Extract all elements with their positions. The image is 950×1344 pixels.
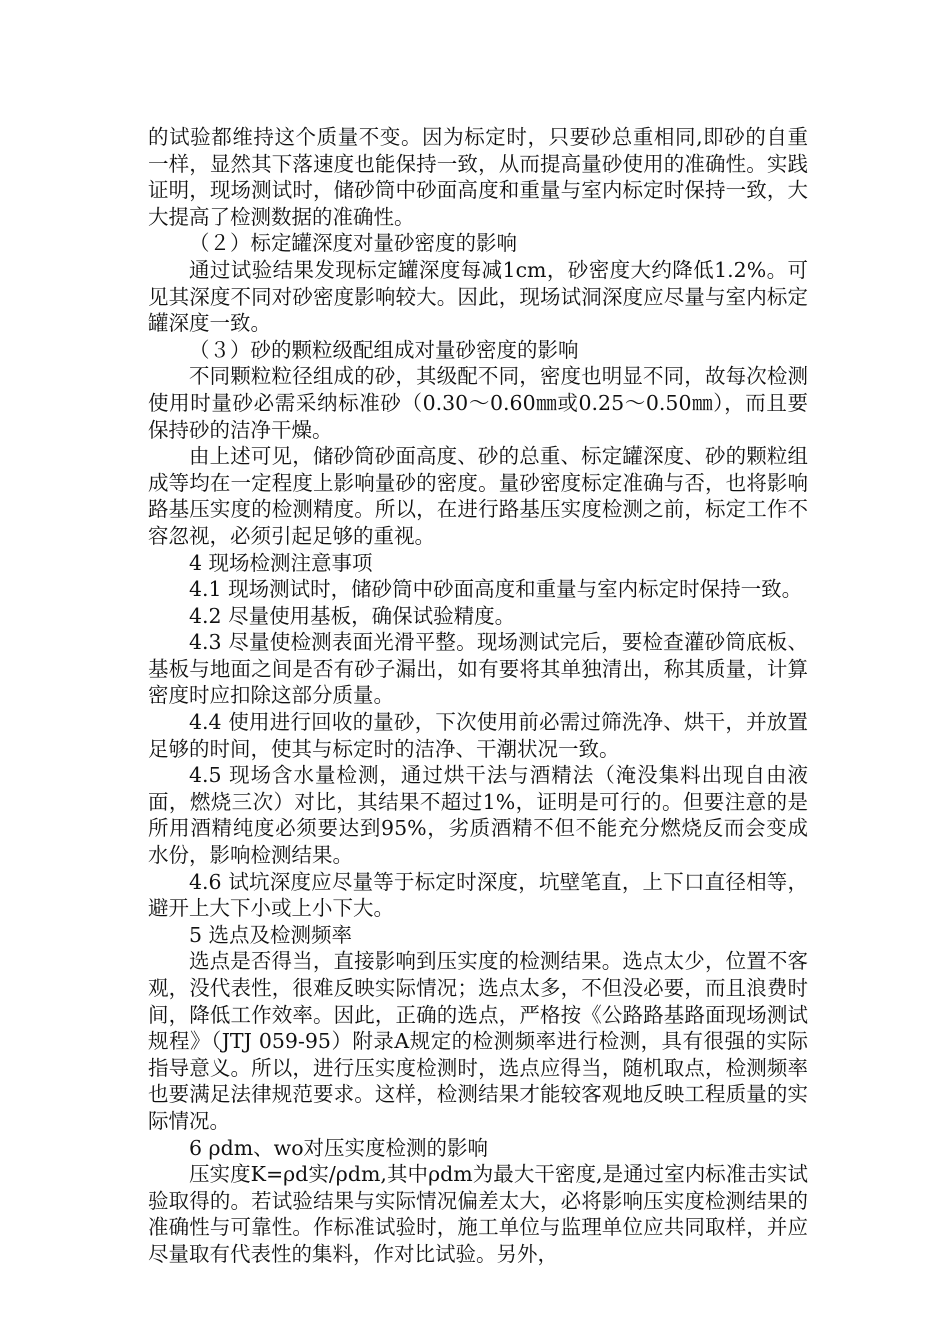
body-paragraph: 选点是否得当，直接影响到压实度的检测结果。选点太少，位置不客观，没代表性，很难反映实际情况；选点太多，不但没必要，而且浪费时间，降低工作效率。因此，正确的选点，严格按《公路路基路面现场测试规程》（JTJ 059-95）附录A规定的检测频率进行检测，具有很强的实际指导意义。所以，进行压实度检测时，选点应得当，随机取点，检测频率也要满足法律规范要求。这样，检测结果才能较客观地反映工程质量的实际情况。: [148, 949, 808, 1133]
section-heading: 5 选点及检测频率: [189, 922, 353, 947]
section-heading: 6 ρdm、wo对压实度检测的影响: [189, 1135, 489, 1160]
body-paragraph: 4.3 尽量使检测表面光滑平整。现场测试完后，要检查灌砂筒底板、基板与地面之间是否有砂子漏出，如有要将其单独清出，称其质量，计算密度时应扣除这部分质量。: [148, 630, 808, 708]
document-page: [148, 124, 808, 1268]
body-paragraph: 4.4 使用进行回收的量砂，下次使用前必需过筛洗净、烘干，并放置足够的时间，使其与标定时的洁净、干潮状况一致。: [148, 710, 808, 761]
section-heading: （２）标定罐深度对量砂密度的影响: [189, 231, 517, 256]
body-paragraph: 由上述可见，储砂筒砂面高度、砂的总重、标定罐深度、砂的颗粒组成等均在一定程度上影响量砂的密度。量砂密度标定准确与否，也将影响路基压实度的检测精度。所以，在进行路基压实度检测之前，标定工作不容忽视，必须引起足够的重视。: [148, 444, 808, 548]
body-paragraph: 4.1 现场测试时，储砂筒中砂面高度和重量与室内标定时保持一致。: [189, 577, 803, 602]
section-heading: 4 现场检测注意事项: [189, 550, 373, 575]
body-paragraph: 不同颗粒粒径组成的砂，其级配不同，密度也明显不同，故每次检测使用时量砂必需采纳标准砂（0.30～0.60㎜或0.25～0.50㎜），而且要保持砂的洁净干燥。: [148, 364, 808, 442]
body-paragraph: 4.2 尽量使用基板，确保试验精度。: [189, 603, 516, 628]
body-paragraph: 4.5 现场含水量检测，通过烘干法与酒精法（淹没集料出现自由液面，燃烧三次）对比，其结果不超过1%，证明是可行的。但要注意的是所用酒精纯度必须要达到95%，劣质酒精不但不能充分燃烧反而会变成水份，影响检测结果。: [148, 763, 808, 868]
body-paragraph: 4.6 试坑深度应尽量等于标定时深度，坑壁笔直，上下口直径相等，避开上大下小或上小下大。: [148, 869, 808, 921]
body-paragraph: 的试验都维持这个质量不变。因为标定时，只要砂总重相同,即砂的自重一样，显然其下落速度也能保持一致，从而提高量砂使用的准确性。实践证明，现场测试时，储砂筒中砂面高度和重量与室内标定时保持一致，大大提高了检测数据的准确性。: [148, 125, 808, 229]
body-paragraph: 通过试验结果发现标定罐深度每减1cm，砂密度大约降低1.2%。可见其深度不同对砂密度影响较大。因此，现场试洞深度应尽量与室内标定罐深度一致。: [148, 257, 808, 336]
body-paragraph: 压实度K=ρd实/ρdm,其中ρdm为最大干密度,是通过室内标准击实试验取得的。若试验结果与实际情况偏差太大，必将影响压实度检测结果的准确性与可靠性。作标准试验时，施工单位与监理单位应共同取样，并应尽量取有代表性的集料，作对比试验。另外，: [148, 1162, 808, 1266]
section-heading: （３）砂的颗粒级配组成对量砂密度的影响: [189, 337, 579, 362]
